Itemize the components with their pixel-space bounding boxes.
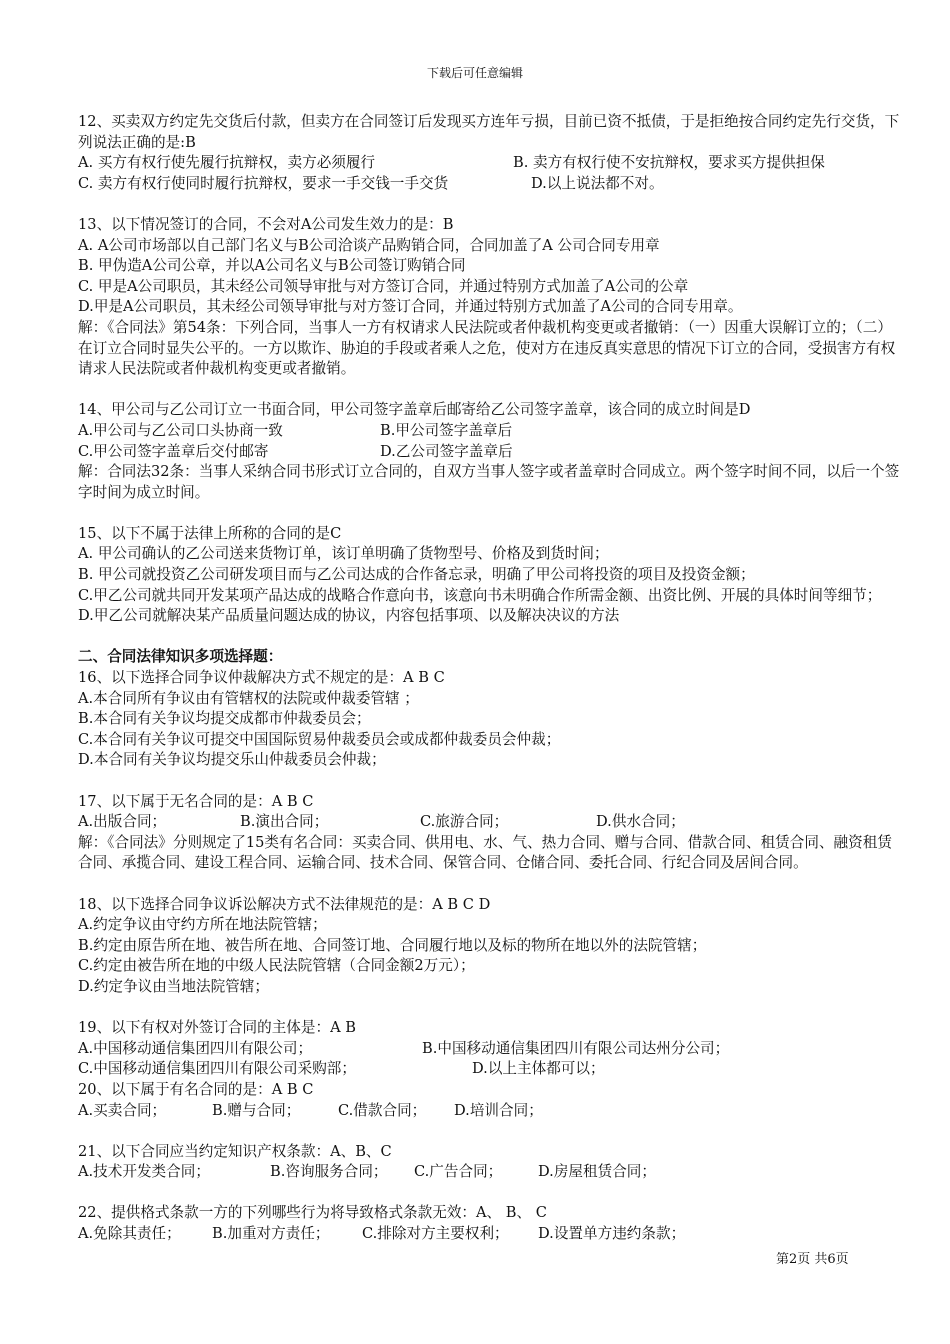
option-a: A. A公司市场部以自己部门名义与B公司洽谈产品购销合同，合同加盖了A 公司合同专用章	[78, 236, 660, 254]
option-c: C.借款合同；	[338, 1101, 427, 1119]
option-c: C.中国移动通信集团四川有限公司采购部；	[78, 1060, 356, 1078]
option-b: B.本合同有关争议均提交成都市仲裁委员会；	[78, 710, 371, 728]
option-a: A. 买方有权行使先履行抗辩权，卖方必须履行	[78, 154, 376, 172]
option-b: B. 卖方有权行使不安抗辩权，要求买方提供担保	[513, 154, 825, 172]
option-a: A.约定争议由守约方所在地法院管辖；	[78, 916, 327, 934]
option-a: A.出版合同；	[78, 813, 167, 831]
question-21-stem: 21、以下合同应当约定知识产权条款：A、B、C	[78, 1142, 392, 1160]
option-b: B. 甲伪造A公司公章，并以A公司名义与B公司签订购销合同	[78, 257, 466, 275]
option-row	[78, 442, 900, 463]
option-d: D.设置单方违约条款；	[538, 1225, 686, 1243]
option-d: D.培训合同；	[454, 1101, 543, 1119]
question-18-stem: 18、以下选择合同争议诉讼解决方式不法律规范的是：A B C D	[78, 895, 491, 913]
option-a: A. 甲公司确认的乙公司送来货物订单，该订单明确了货物型号、价格及到货时间；	[78, 545, 609, 563]
option-c: C.排除对方主要权利；	[362, 1225, 509, 1243]
option-d: D.甲是A公司职员，其未经公司领导审批与对方签订合同，并通过特别方式加盖了A公司的合同专用章。	[78, 298, 743, 316]
option-a: A.本合同所有争议由有管辖权的法院或仲裁委管辖 ；	[78, 689, 419, 707]
option-c: C.广告合同；	[414, 1163, 503, 1181]
option-c: C.本合同有关争议可提交中国国际贸易仲裁委员会或成都仲裁委员会仲裁；	[78, 730, 561, 748]
option-c: C. 甲是A公司职员，其未经公司领导审批与对方签订合同，并通过特别方式加盖了A公司的公章	[78, 277, 689, 295]
option-b: B.咨询服务合同；	[270, 1163, 388, 1181]
option-b: B.中国移动通信集团四川有限公司达州分公司；	[422, 1039, 730, 1057]
option-row	[78, 1224, 900, 1245]
option-d: D.本合同有关争议均提交乐山仲裁委员会仲裁；	[78, 751, 386, 769]
explanation: 解：《合同法》分则规定了15类有名合同：买卖合同、供用电、水、气、热力合同、赠与合同、借款合同、租赁合同、融资租赁合同、承揽合同、建设工程合同、运输合同、技术合同、保管合同、仓储合同、委托合同、行纪合同及居间合同。	[78, 833, 892, 872]
option-row	[78, 1039, 900, 1060]
document-body	[78, 112, 900, 1245]
option-d: D.以上主体都可以；	[472, 1060, 605, 1078]
option-a: A.中国移动通信集团四川有限公司；	[78, 1039, 313, 1057]
option-b: B.加重对方责任；	[212, 1225, 330, 1243]
option-row	[78, 812, 900, 833]
question-16-stem: 16、以下选择合同争议仲裁解决方式不规定的是：A B C	[78, 669, 445, 687]
option-row	[78, 153, 900, 174]
question-17-stem: 17、以下属于无名合同的是：A B C	[78, 792, 314, 810]
option-row	[78, 1059, 900, 1080]
option-c: C.甲公司签字盖章后交付邮寄	[78, 442, 269, 460]
option-a: A.买卖合同；	[78, 1101, 167, 1119]
option-a: A.甲公司与乙公司口头协商一致	[78, 421, 283, 439]
option-b: B.演出合同；	[240, 813, 329, 831]
option-b: B.甲公司签字盖章后	[380, 421, 513, 439]
question-12	[78, 112, 900, 153]
question-14-stem: 14、甲公司与乙公司订立一书面合同，甲公司签字盖章后邮寄给乙公司签字盖章，该合同的成立时间是D	[78, 401, 751, 419]
option-c: C. 卖方有权行使同时履行抗辩权，要求一手交钱一手交货	[78, 174, 449, 192]
option-d: D.乙公司签字盖章后	[380, 442, 513, 460]
question-19-stem: 19、以下有权对外签订合同的主体是：A B	[78, 1019, 356, 1037]
option-row	[78, 1162, 900, 1183]
option-b: B.赠与合同；	[212, 1101, 301, 1119]
option-d: D.以上说法都不对。	[531, 174, 664, 192]
option-d: D.约定争议由当地法院管辖；	[78, 977, 269, 995]
option-row	[78, 421, 900, 442]
option-b: B.约定由原告所在地、被告所在地、合同签订地、合同履行地以及标的物所在地以外的法院管辖；	[78, 936, 707, 954]
option-row	[78, 174, 900, 195]
page-number: 第2页 共6页	[776, 1252, 849, 1267]
section-title: 二、合同法律知识多项选择题：	[78, 648, 283, 666]
option-a: A.技术开发类合同；	[78, 1163, 210, 1181]
option-row	[78, 1101, 900, 1122]
question-20-stem: 20、以下属于有名合同的是：A B C	[78, 1080, 314, 1098]
option-d: D.甲乙公司就解决某产品质量问题达成的协议，内容包括事项、以及解决决议的方法	[78, 607, 620, 625]
option-b: B. 甲公司就投资乙公司研发项目而与乙公司达成的合作备忘录，明确了甲公司将投资的项目及投资金额；	[78, 566, 755, 584]
question-15-stem: 15、以下不属于法律上所称的合同的是C	[78, 524, 342, 542]
option-c: C.旅游合同；	[420, 813, 509, 831]
question-13-stem: 13、以下情况签订的合同，不会对A公司发生效力的是：B	[78, 215, 454, 233]
explanation: 解：合同法32条：当事人采纳合同书形式订立合同的，自双方当事人签字或者盖章时合同成立。两个签字时间不同，以后一个签字时间为成立时间。	[78, 463, 900, 501]
option-d: D.房屋租赁合同；	[538, 1163, 656, 1181]
question-22-stem: 22、提供格式条款一方的下列哪些行为将导致格式条款无效：A、 B、 C	[78, 1204, 547, 1222]
option-a: A.免除其责任；	[78, 1225, 181, 1243]
page-header: 下载后可任意编辑	[426, 66, 523, 80]
explanation: 解：《合同法》第54条：下列合同，当事人一方有权请求人民法院或者仲裁机构变更或者撤销：（一）因重大误解订立的；（二）在订立合同时显失公平的。一方以欺诈、胁迫的手段或者乘人之危，使对方在违反真实意思的情况下订立的合同，受损害方有权请求人民法院或者仲裁机构变更或者撤销。	[78, 318, 896, 378]
option-c: C.约定由被告所在地的中级人民法院管辖（合同金额2万元）；	[78, 957, 475, 975]
option-d: D.供水合同；	[596, 813, 685, 831]
option-c: C.甲乙公司就共同开发某项产品达成的战略合作意向书，该意向书未明确合作所需金额、出资比例、开展的具体时间等细节；	[78, 586, 882, 604]
question-stem: 12、买卖双方约定先交货后付款，但卖方在合同签订后发现买方连年亏损，目前已资不抵债，于是拒绝按合同约定先行交货，下列说法正确的是:B	[78, 113, 900, 151]
